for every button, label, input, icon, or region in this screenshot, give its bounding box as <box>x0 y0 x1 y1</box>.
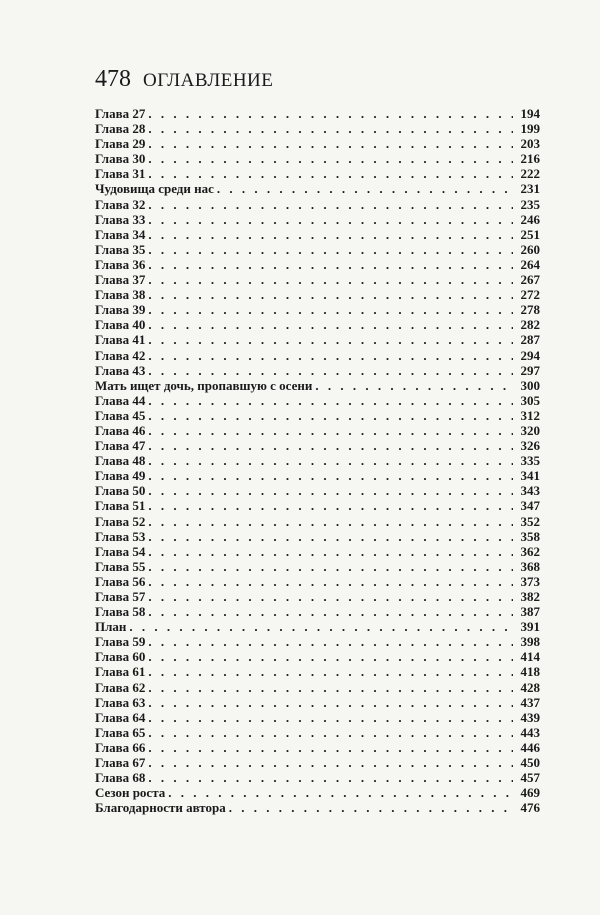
toc-entry <box>95 514 540 529</box>
toc-entry <box>95 604 540 619</box>
toc-entry-title: Глава 34 <box>95 226 146 242</box>
toc-entry-page: 382 <box>520 589 540 604</box>
dot-leader <box>148 106 513 121</box>
toc-entry <box>95 619 540 634</box>
toc-entry-page: 267 <box>520 272 540 288</box>
dot-leader <box>229 800 513 815</box>
toc-entry <box>95 181 540 196</box>
toc-entry-page: 439 <box>520 709 540 725</box>
toc-entry-page: 272 <box>520 287 540 303</box>
dot-leader <box>148 468 513 483</box>
page-header <box>95 66 273 93</box>
dot-leader <box>148 257 513 272</box>
toc-entry-page: 194 <box>520 106 540 121</box>
toc-entry-title: Благодарности автора <box>95 800 226 816</box>
toc-entry-title: Глава 61 <box>95 664 146 680</box>
dot-leader <box>148 197 513 212</box>
toc-entry <box>95 755 540 770</box>
dot-leader <box>148 589 513 604</box>
toc-entry-title: Глава 65 <box>95 724 146 740</box>
toc-entry-title: Глава 56 <box>95 573 146 589</box>
toc-entry <box>95 332 540 347</box>
dot-leader <box>129 619 513 634</box>
page-number: 478 <box>95 66 131 92</box>
toc-entry <box>95 695 540 710</box>
toc-entry-page: 335 <box>520 453 540 469</box>
toc-entry-title: Мать ищет дочь, пропавшую с осени <box>95 377 313 393</box>
dot-leader <box>148 166 513 181</box>
dot-leader <box>148 755 513 770</box>
toc-entry-page: 305 <box>520 392 540 408</box>
toc-entry <box>95 197 540 212</box>
toc-entry-page: 251 <box>520 226 540 242</box>
toc-entry-page: 294 <box>520 347 540 363</box>
dot-leader <box>148 302 513 317</box>
toc-entry-title: Глава 60 <box>95 649 146 665</box>
toc-entry <box>95 589 540 604</box>
toc-entry-page: 352 <box>520 513 540 529</box>
toc-entry-title: Глава 47 <box>95 438 146 454</box>
toc-entry-title: Глава 39 <box>95 302 146 318</box>
toc-entry-page: 387 <box>520 604 540 620</box>
toc-entry <box>95 649 540 664</box>
dot-leader <box>148 725 513 740</box>
toc-entry <box>95 257 540 272</box>
toc-entry <box>95 468 540 483</box>
toc-entry-page: 278 <box>520 302 540 318</box>
toc-entry-title: Глава 46 <box>95 422 146 438</box>
toc-entry-title: Глава 40 <box>95 317 146 333</box>
dot-leader <box>217 181 513 196</box>
toc-entry <box>95 151 540 166</box>
dot-leader <box>148 498 513 513</box>
toc-entry-page: 443 <box>520 724 540 740</box>
toc-entry-title: Глава 35 <box>95 241 146 257</box>
toc-entry-title: Глава 59 <box>95 634 146 650</box>
toc-entry-title: Глава 51 <box>95 498 146 514</box>
toc-entry <box>95 483 540 498</box>
toc-entry-title: План <box>95 619 127 635</box>
toc-entry-page: 312 <box>520 407 540 423</box>
dot-leader <box>148 604 513 619</box>
toc-entry <box>95 227 540 242</box>
dot-leader <box>148 544 513 559</box>
dot-leader <box>148 559 513 574</box>
toc-entry-page: 222 <box>520 166 540 182</box>
toc-entry <box>95 800 540 815</box>
dot-leader <box>148 393 513 408</box>
toc-entry-page: 260 <box>520 241 540 257</box>
toc-entry-page: 391 <box>520 619 540 635</box>
dot-leader <box>148 740 513 755</box>
toc-entry-page: 428 <box>520 679 540 695</box>
toc-entry-title: Глава 50 <box>95 483 146 499</box>
toc-entry <box>95 363 540 378</box>
toc-entry-title: Глава 27 <box>95 106 146 121</box>
toc-entry <box>95 212 540 227</box>
toc-entry-page: 373 <box>520 573 540 589</box>
toc-entry <box>95 136 540 151</box>
toc-entry-title: Глава 32 <box>95 196 146 212</box>
dot-leader <box>148 151 513 166</box>
toc-entry <box>95 544 540 559</box>
toc-entry-page: 297 <box>520 362 540 378</box>
dot-leader <box>148 212 513 227</box>
dot-leader <box>148 649 513 664</box>
toc-entry <box>95 438 540 453</box>
dot-leader <box>148 348 513 363</box>
toc-entry-title: Глава 63 <box>95 694 146 710</box>
toc-entry <box>95 166 540 181</box>
dot-leader <box>148 227 513 242</box>
toc-entry-page: 358 <box>520 528 540 544</box>
toc-entry <box>95 664 540 679</box>
toc-entry <box>95 378 540 393</box>
toc-entry-title: Глава 41 <box>95 332 146 348</box>
toc-entry <box>95 725 540 740</box>
toc-entry-page: 414 <box>520 649 540 665</box>
dot-leader <box>148 770 513 785</box>
dot-leader <box>148 574 513 589</box>
toc-entry <box>95 121 540 136</box>
toc-entry-page: 282 <box>520 317 540 333</box>
toc-entry-title: Глава 58 <box>95 604 146 620</box>
dot-leader <box>148 272 513 287</box>
toc-entry-page: 450 <box>520 755 540 771</box>
dot-leader <box>148 634 513 649</box>
toc-entry-page: 437 <box>520 694 540 710</box>
toc-entry-title: Глава 54 <box>95 543 146 559</box>
toc-entry-title: Чудовища среди нас <box>95 181 214 197</box>
toc-entry-title: Глава 66 <box>95 739 146 755</box>
toc-entry-title: Глава 57 <box>95 589 146 604</box>
dot-leader <box>148 664 513 679</box>
toc-entry-page: 341 <box>520 468 540 484</box>
dot-leader <box>148 317 513 332</box>
toc-entry-page: 446 <box>520 739 540 755</box>
dot-leader <box>148 423 513 438</box>
toc-entry <box>95 453 540 468</box>
toc-entry-title: Глава 68 <box>95 770 146 786</box>
dot-leader <box>148 710 513 725</box>
toc-entry <box>95 770 540 785</box>
toc-entry <box>95 317 540 332</box>
toc-entry-title: Глава 42 <box>95 347 146 363</box>
toc-entry-title: Глава 52 <box>95 513 146 529</box>
toc-entry-title: Глава 28 <box>95 121 146 137</box>
toc-entry <box>95 785 540 800</box>
toc-entry-page: 398 <box>520 634 540 650</box>
toc-entry-title: Глава 43 <box>95 362 146 378</box>
toc-entry-page: 300 <box>520 377 540 393</box>
toc-entry-page: 199 <box>520 121 540 137</box>
toc-entry-page: 457 <box>520 770 540 786</box>
toc-entry <box>95 106 540 121</box>
toc-entry-page: 476 <box>520 800 540 816</box>
dot-leader <box>148 332 513 347</box>
toc-entry-title: Сезон роста <box>95 785 166 801</box>
toc-entry <box>95 408 540 423</box>
toc-entry-title: Глава 64 <box>95 709 146 725</box>
dot-leader <box>148 438 513 453</box>
toc-entry <box>95 272 540 287</box>
dot-leader <box>148 287 513 302</box>
dot-leader <box>148 363 513 378</box>
toc-entry <box>95 559 540 574</box>
toc-entry-title: Глава 31 <box>95 166 146 182</box>
toc-entry-title: Глава 45 <box>95 407 146 423</box>
toc-entry-page: 320 <box>520 422 540 438</box>
dot-leader <box>148 529 513 544</box>
toc-entry-page: 418 <box>520 664 540 680</box>
toc-entry <box>95 634 540 649</box>
dot-leader <box>148 680 513 695</box>
dot-leader <box>148 136 513 151</box>
toc-entry-page: 469 <box>520 785 540 801</box>
toc-entry <box>95 348 540 363</box>
toc-entry-title: Глава 49 <box>95 468 146 484</box>
toc-entry-page: 235 <box>520 196 540 212</box>
toc-entry-title: Глава 37 <box>95 272 146 288</box>
dot-leader <box>148 514 513 529</box>
toc-entry-page: 343 <box>520 483 540 499</box>
dot-leader <box>315 378 513 393</box>
toc-entry-title: Глава 48 <box>95 453 146 469</box>
toc-entry <box>95 498 540 513</box>
toc-entry-page: 203 <box>520 136 540 152</box>
toc-entry-page: 347 <box>520 498 540 514</box>
toc-entry-title: Глава 36 <box>95 256 146 272</box>
toc-entry-page: 287 <box>520 332 540 348</box>
toc-entry-title: Глава 30 <box>95 151 146 167</box>
toc-entry-page: 264 <box>520 256 540 272</box>
toc-entry-title: Глава 62 <box>95 679 146 695</box>
toc-entry <box>95 710 540 725</box>
toc-entry-title: Глава 67 <box>95 755 146 771</box>
toc-entry-title: Глава 29 <box>95 136 146 152</box>
dot-leader <box>148 695 513 710</box>
toc-entry <box>95 740 540 755</box>
toc-entry <box>95 393 540 408</box>
toc-entry <box>95 680 540 695</box>
running-head: ОГЛАВЛЕНИЕ <box>143 70 274 91</box>
toc-entry-title: Глава 38 <box>95 287 146 303</box>
toc-entry-page: 362 <box>520 543 540 559</box>
dot-leader <box>168 785 513 800</box>
toc-entry <box>95 423 540 438</box>
toc-entry-title: Глава 33 <box>95 211 146 227</box>
dot-leader <box>148 408 513 423</box>
dot-leader <box>148 483 513 498</box>
toc-entry-title: Глава 53 <box>95 528 146 544</box>
table-of-contents <box>95 106 540 815</box>
toc-entry-page: 216 <box>520 151 540 167</box>
toc-entry-title: Глава 55 <box>95 558 146 574</box>
toc-entry-page: 246 <box>520 211 540 227</box>
dot-leader <box>148 242 513 257</box>
toc-entry-page: 326 <box>520 438 540 454</box>
toc-entry <box>95 302 540 317</box>
toc-entry-page: 231 <box>520 181 540 197</box>
toc-entry-title: Глава 44 <box>95 392 146 408</box>
toc-entry <box>95 287 540 302</box>
dot-leader <box>148 121 513 136</box>
toc-entry <box>95 574 540 589</box>
dot-leader <box>148 453 513 468</box>
toc-entry-page: 368 <box>520 558 540 574</box>
toc-entry <box>95 242 540 257</box>
toc-entry <box>95 529 540 544</box>
